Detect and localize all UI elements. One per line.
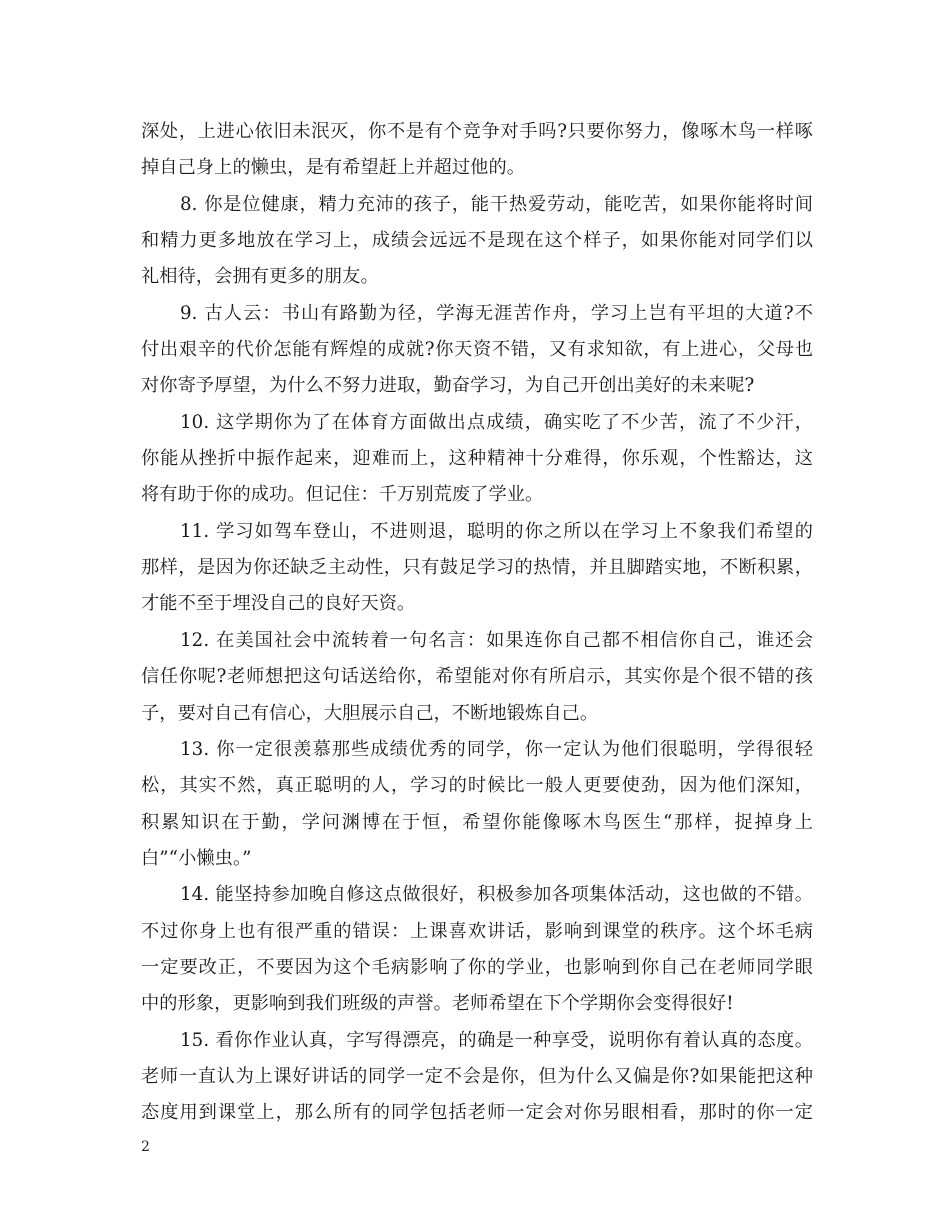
text-line: 对你寄予厚望，为什么不努力进取，勤奋学习，为自己开创出美好的未来呢? bbox=[141, 375, 755, 397]
text-line: 才能不至于埋没自己的良好天资。 bbox=[141, 593, 416, 615]
text-line: 那样，是因为你还缺乏主动性，只有鼓足学习的热情，并且脚踏实地，不断积累， bbox=[141, 557, 813, 579]
text-line: 不过你身上也有很严重的错误：上课喜欢讲话，影响到课堂的秩序。这个坏毛病 bbox=[141, 920, 813, 942]
text-line: 信任你呢?老师想把这句话送给你，希望能对你有所启示，其实你是个很不错的孩 bbox=[141, 666, 813, 688]
text-line: 松，其实不然，真正聪明的人，学习的时候比一般人更要使劲，因为他们深知， bbox=[141, 775, 813, 797]
text-line: 付出艰辛的代价怎能有辉煌的成就?你天资不错，又有求知欲，有上进心，父母也 bbox=[141, 339, 813, 361]
paragraph-first-line: 11. 学习如驾车登山，不进则退，聪明的你之所以在学习上不象我们希望的 bbox=[180, 520, 813, 542]
text-line: 和精力更多地放在学习上，成绩会远远不是现在这个样子，如果你能对同学们以 bbox=[141, 230, 813, 252]
paragraph-first-line: 14. 能坚持参加晚自修这点做很好，积极参加各项集体活动，这也做的不错。 bbox=[180, 884, 813, 906]
paragraph-first-line: 10. 这学期你为了在体育方面做出点成绩，确实吃了不少苦，流了不少汗， bbox=[180, 411, 813, 433]
page-number: 2 bbox=[141, 1139, 150, 1155]
paragraph-first-line: 9. 古人云：书山有路勤为径，学海无涯苦作舟，学习上岂有平坦的大道?不 bbox=[180, 302, 813, 324]
paragraph-first-line: 15. 看你作业认真，字写得漂亮，的确是一种享受，说明你有着认真的态度。 bbox=[180, 1029, 813, 1051]
paragraph-first-line: 8. 你是位健康，精力充沛的孩子，能干热爱劳动，能吃苦，如果你能将时间 bbox=[180, 193, 813, 215]
text-line: 老师一直认为上课好讲话的同学一定不会是你，但为什么又偏是你?如果能把这种 bbox=[141, 1065, 813, 1087]
text-line: 礼相待，会拥有更多的朋友。 bbox=[141, 266, 379, 288]
text-line: 中的形象，更影响到我们班级的声誉。老师希望在下个学期你会变得很好! bbox=[141, 993, 734, 1015]
text-line: 白”“小懒虫。” bbox=[141, 847, 252, 869]
paragraph-first-line: 12. 在美国社会中流转着一句名言：如果连你自己都不相信你自己，谁还会 bbox=[180, 629, 813, 651]
text-line: 一定要改正，不要因为这个毛病影响了你的学业，也影响到你自己在老师同学眼 bbox=[141, 956, 813, 978]
paragraph-first-line: 13. 你一定很羡慕那些成绩优秀的同学，你一定认为他们很聪明，学得很轻 bbox=[180, 738, 813, 760]
text-line: 态度用到课堂上，那么所有的同学包括老师一定会对你另眼相看，那时的你一定 bbox=[141, 1102, 813, 1124]
document-body bbox=[141, 114, 813, 1132]
text-line: 你能从挫折中振作起来，迎难而上，这种精神十分难得，你乐观，个性豁达，这 bbox=[141, 448, 813, 470]
text-line: 深处，上进心依旧未泯灭，你不是有个竞争对手吗?只要你努力，像啄木鸟一样啄 bbox=[141, 121, 813, 142]
text-line: 积累知识在于勤，学问渊博在于恒，希望你能像啄木鸟医生“那样，捉掉身上 bbox=[141, 811, 813, 833]
text-line: 掉自己身上的懒虫，是有希望赶上并超过他的。 bbox=[141, 157, 526, 179]
text-line: 将有助于你的成功。但记住：千万别荒废了学业。 bbox=[141, 484, 544, 506]
text-line: 子，要对自己有信心，大胆展示自己，不断地锻炼自己。 bbox=[141, 702, 599, 724]
